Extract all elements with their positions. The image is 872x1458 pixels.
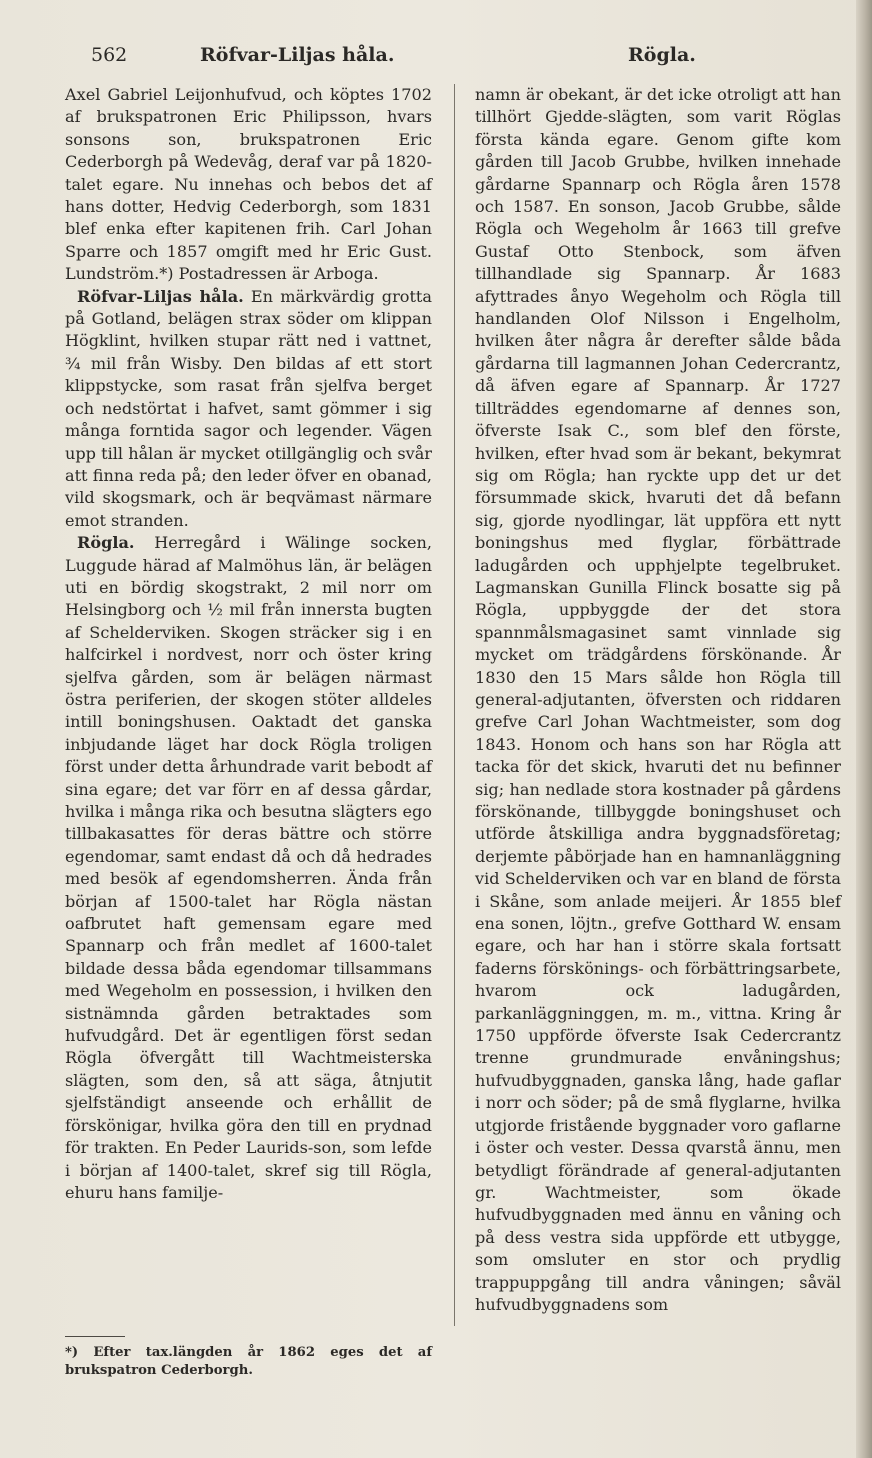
right-column: [475, 84, 841, 1316]
page-number: 562: [91, 44, 128, 66]
footnote: *) Efter tax.längden år 1862 eges det af brukspatron Cederborgh.: [65, 1345, 432, 1378]
entry-rogla: [65, 532, 432, 1204]
page-edge-shadow: [856, 0, 872, 1458]
paragraph-continuation: namn är obekant, är det icke otroligt att han tillhört Gjedde-slägten, som varit Röglas första kända egare. Genom gifte kom gården till Jacob Grubbe, hvilken innehade gårdarne Spannarp och Rögla åren 1578 och 1587. En sonson, Jacob Grubbe, sålde Rögla och Wegeholm år 1663 till grefve Gustaf Otto Stenbock, som äfven tillhandlade sig Spannarp. År 1683 afyttrades ånyo Wegeholm och Rögla till handlanden Olof Nilsson i Engelholm, hvilken åter några år derefter sålde båda gårdarna till lagmannen Johan Cedercrantz, då äfven egare af Spannarp. År 1727 tillträddes egendomarne af dennes son, öfverste Isak C., som blef den förste, hvilken, efter hvad som är bekant, bekymrat sig om Rögla; han ryckte upp det ur det försummade skick, hvaruti det då befann sig, gjorde nyodlingar, lät uppföra ett nytt boningshus med flyglar, förbättrade ladugården och upphjelpte tegelbruket. Lagmanskan Gunilla Flinck bosatte sig på Rögla, uppbyggde der det stora spannmålsmagasinet samt vinnlade sig mycket om trädgårdens förskönande. År 1830 den 15 Mars sålde hon Rögla till general-adjutanten, öfversten och riddaren grefve Carl Johan Wachtmeister, som dog 1843. Honom och hans son har Rögla att tacka för det skick, hvaruti det nu befinner sig; han nedlade stora kostnader på gårdens förskönande, tillbyggde boningshuset och utförde åtskilliga andra byggnadsföretag; derjemte påbörjade han en hamnanläggning vid Schelderviken och var en bland de första i Skåne, som anlade meijeri. År 1855 blef ena sonen, löjtn., grefve Gotthard W. ensam egare, och har han i större skala fortsatt faderns förskönings- och förbättringsarbete, hvarom ock ladugården, parkanläggninggen, m. m., vittna. Kring år 1750 uppförde öfverste Isak Cedercrantz trenne grundmurade envåningshus; hufvudbyggnaden, ganska lång, hade gaflar i norr och söder; på de små flyglarne, hvilka utgjorde fristående byggnader voro gaflarne i öster och vester. Dessa qvarstå ännu, men betydligt förändrade af general-adjutanten gr. Wachtmeister, som ökade hufvudbyggnaden med ännu en våning och på dess vestra sida uppförde ett utbygge, som omsluter en stor och prydlig trappuppgång till andra våningen; såväl hufvudbyggnadens som: [475, 85, 841, 1314]
entry-text: En märkvärdig grotta på Gotland, belägen strax söder om klippan Högklint, hvilken stupar rätt ned i vattnet, ¾ mil från Wisby. Den bildas af ett stort klippstycke, som rasat från sjelfva berget och nedstörtat i hafvet, samt gömmer i sig många forntida sagor och legender. Vägen upp till hålan är mycket otillgänglig och svår att finna reda på; den leder öfver en obanad, vild skogsmark, och är beqvämast närmare emot stranden.: [65, 286, 432, 530]
paragraph-continuation: Axel Gabriel Leijonhufvud, och köptes 1702 af brukspatronen Eric Philipsson, hvars sonsons son, brukspatronen Eric Cederborgh på Wedevåg, deraf var på 1820-talet egare. Nu innehas och bebos det af hans dotter, Hedvig Cederborgh, som 1831 blef enka efter kapitenen frih. Carl Johan Sparre och 1857 omgift med hr Eric Gust. Lundström.*) Postadressen är Arboga.: [65, 85, 432, 284]
entry-headword: Röfvar-Liljas håla.: [77, 286, 244, 306]
left-column: [65, 84, 432, 1204]
entry-headword: Rögla.: [77, 533, 135, 553]
footnote-rule: [65, 1336, 125, 1337]
left-running-title: Röfvar-Liljas håla.: [200, 44, 395, 66]
running-header: [0, 44, 872, 74]
entry-rofvar-liljas-hala: [65, 286, 432, 532]
column-divider: [454, 84, 455, 1326]
entry-text: Herregård i Wälinge socken, Luggude härad af Malmöhus län, är belägen uti en bördig skogstrakt, 2 mil norr om Helsingborg och ½ mil från innersta bugten af Schelderviken. Skogen sträcker sig i en halfcirkel i nordvest, norr och öster kring sjelfva gården, som är belägen närmast östra periferien, der skogen stöter alldeles intill boningshusen. Oaktadt det ganska inbjudande läget har dock Rögla troligen först under detta århundrade varit bebodt af sina egare; det var förr en af dessa gårdar, hvilka i många rika och besutna slägters ego tillbakasattes för deras bättre och större egendomar, samt endast då och då hedrades med besök af egendomsherren. Ända från början af 1500-talet har Rögla nästan oafbrutet haft gemensam egare med Spannarp och från medlet af 1600-talet bildade dessa båda egendomar tillsammans med Wegeholm en possession, i hvilken den sistnämnda gården betraktades som hufvudgård. Det är egentligen först sedan Rögla öfvergått till Wachtmeisterska slägten, som den, så att säga, åtnjutit sjelfständigt anseende och erhållit de förskönigar, hvilka göra den till en prydnad för trakten. En Peder Laurids-son, som lefde i början af 1400-talet, skref sig till Rögla, ehuru hans familje-: [65, 533, 432, 1202]
right-running-title: Rögla.: [628, 44, 696, 66]
